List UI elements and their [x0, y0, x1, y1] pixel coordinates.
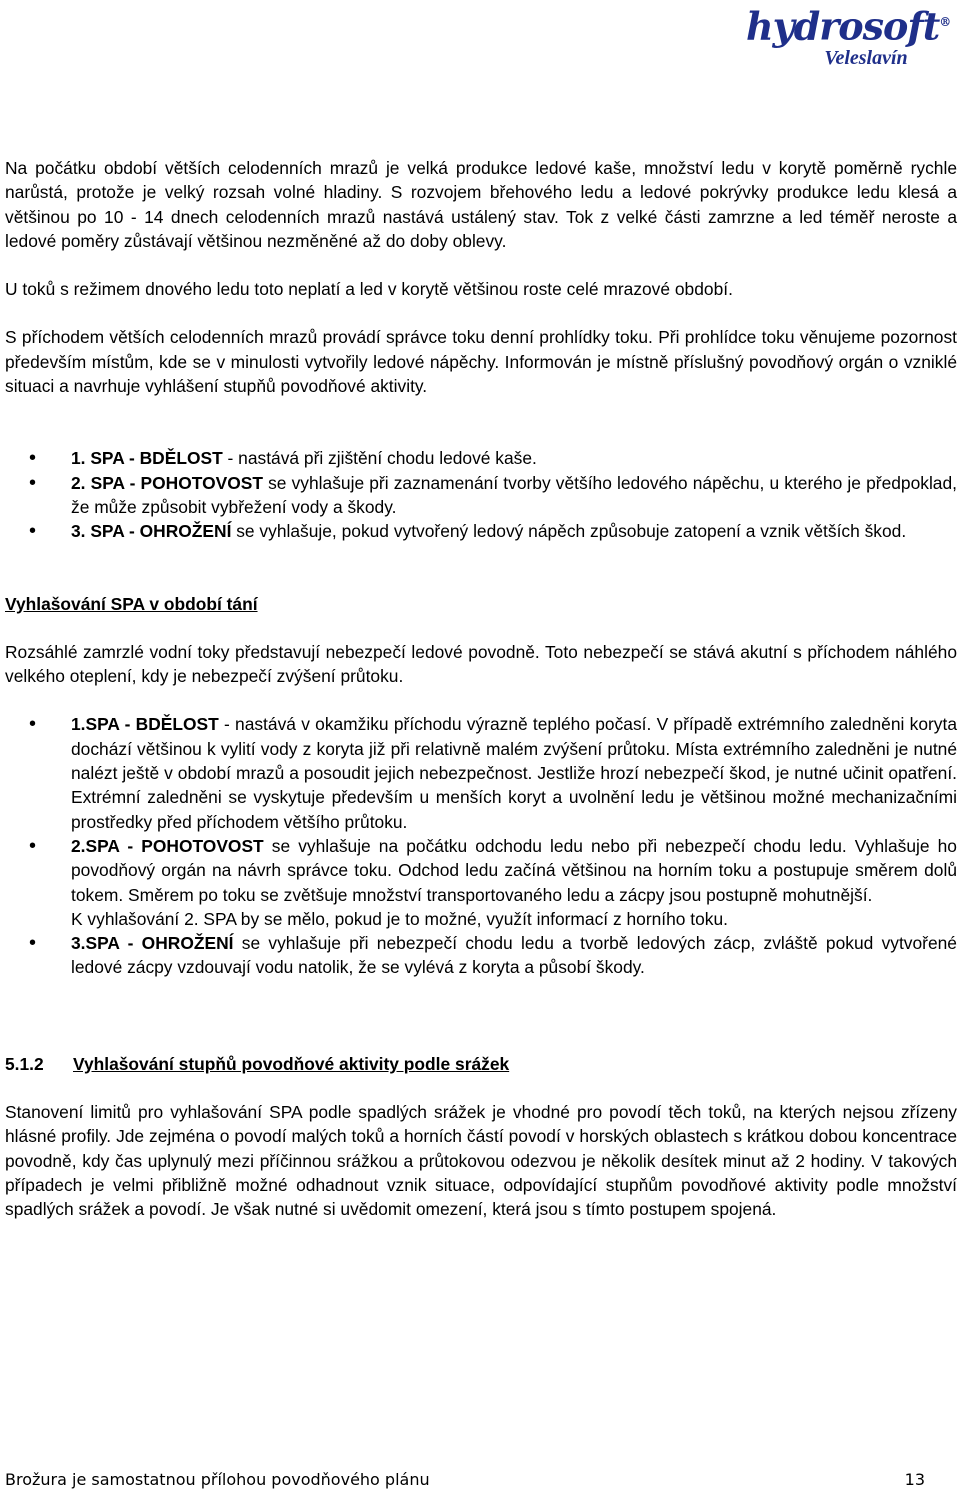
section-title: Vyhlašování stupňů povodňové aktivity podle srážek [73, 1053, 510, 1074]
footer-text: Brožura je samostatnou přílohou povodňového plánu [5, 1470, 430, 1489]
logo-wordmark: hydrosoft® [746, 3, 951, 49]
spa-level-note: K vyhlašování 2. SPA by se mělo, pokud je to možné, využít informací z horního toku. [71, 908, 728, 929]
section-heading [5, 1052, 957, 1076]
spa-thaw-list [5, 712, 957, 979]
spa-level-text: se vyhlašuje při zaznamenání tvorby většího ledového nápěchu, u kterého je předpoklad, že může způsobit vybřežení vody a škody. [71, 472, 957, 517]
spa-level-text: se vyhlašuje na počátku odchodu ledu nebo při nebezpečí chodu ledu. Vyhlašuje ho povodňový orgán na návrh správce toku. Odchod ledu začíná většinou na horním toku a postupuje směrem dolů tokem. Směrem po toku se zvětšuje množství transportovaného ledu a zácpy jsou postupně mohutnější. [71, 835, 957, 905]
logo-subtitle: Veleslavín [824, 46, 908, 69]
paragraph-frost-period: Na počátku období větších celodenních mrazů je velká produkce ledové kaše, množství ledu v korytě poměrně rychle narůstá, protože je velký rozsah volné hladiny. S rozvojem břehového ledu a ledové pokrývky produkce ledu klesá a většinou po 10 - 14 dnech celodenních mrazů nastává ustálený stav. Tok z velké části zamrzne a led téměř neroste a ledové poměry zůstávají většinou nezměněné až do doby oblevy. [5, 158, 957, 251]
spa-level-text: se vyhlašuje při nebezpečí chodu ledu a tvorbě ledových zácp, zvláště pokud vytvořené ledové zácpy vzdouvají vodu natolik, že se vylévá z koryta a působí škody. [71, 933, 957, 978]
section-number: 5.1.2 [5, 1053, 44, 1074]
spa-level-label: 3. SPA - OHROŽENÍ [71, 521, 232, 542]
page-number: 13 [904, 1470, 925, 1489]
paragraph-thaw: Rozsáhlé zamrzlé vodní toky představují nebezpečí ledové povodně. Toto nebezpečí se stává akutní s příchodem náhlého velkého oteplení, kdy je nebezpečí zvýšení průtoku. [5, 641, 957, 687]
list-item [5, 834, 957, 931]
spa-level-text: - nastává v okamžiku příchodu výrazně teplého počasí. V případě extrémního zaledněni koryta dochází většinou k vylití vody z koryta již při relativně malém zvýšení průtoku. Místa extrémního zaledněni je nutné nalézt ještě v období mrazů a posoudit jejich nebezpečnost. Jestliže hrozí nebezpečí škod, je nutné učinit opatření. Extrémní zaledněni se vyskytuje především u menších koryt a uvolnění ledu je většinou možné mechanizačními prostředky před příchodem většího průtoku. [71, 714, 957, 832]
registered-mark: ® [939, 15, 951, 29]
spa-level-text: se vyhlašuje, pokud vytvořený ledový nápěch způsobuje zatopení a vznik větších škod. [231, 521, 907, 542]
heading-thaw-period: Vyhlašování SPA v období tání [5, 593, 258, 614]
document-body [5, 156, 957, 1222]
list-item [5, 519, 957, 543]
spa-level-label: 1.SPA - BDĚLOST [71, 714, 219, 735]
list-item [5, 446, 957, 470]
paragraph-inspections: S příchodem větších celodenních mrazů provádí správce toku denní prohlídky toku. Při prohlídce toku věnujeme pozornost především místům, kde se v minulosti vytvořily ledové nápěchy. Informován je místně příslušný povodňový orgán o vzniklé situaci a navrhuje vyhlášení stupňů povodňové aktivity. [5, 327, 957, 397]
list-item [5, 471, 957, 520]
spa-level-label: 2.SPA - POHOTOVOST [71, 835, 264, 856]
list-item [5, 931, 957, 980]
spa-level-label: 1. SPA - BDĚLOST [71, 448, 223, 469]
paragraph-precipitation: Stanovení limitů pro vyhlašování SPA podle spadlých srážek je vhodné pro povodí těch toků, na kterých nejsou zřízeny hlásné profily. Jde zejména o povodí malých toků a horních částí povodí v horských oblastech s krátkou dobou koncentrace povodně, kdy čas uplynulý mezi příčinnou srážkou a průtokovou odezvou je několik desítek minut až 2 hodiny. V takových případech je velmi přibližně možné odhadnout vznik situace, odpovídající stupňům povodňové aktivity podle množství spadlých srážek a povodí. Je však nutné si uvědomit omezení, která jsou s tímto postupem spojená. [5, 1102, 957, 1220]
list-item [5, 712, 957, 833]
spa-frost-list [5, 446, 957, 543]
spa-level-text: - nastává při zjištění chodu ledové kaše. [222, 448, 537, 469]
hydrosoft-logo [746, 2, 951, 69]
page-footer [5, 1470, 925, 1490]
paragraph-bottom-ice: U toků s režimem dnového ledu toto neplatí a led v korytě většinou roste celé mrazové období. [5, 279, 733, 300]
spa-level-label: 3.SPA - OHROŽENÍ [71, 933, 234, 954]
spa-level-label: 2. SPA - POHOTOVOST [71, 472, 263, 493]
